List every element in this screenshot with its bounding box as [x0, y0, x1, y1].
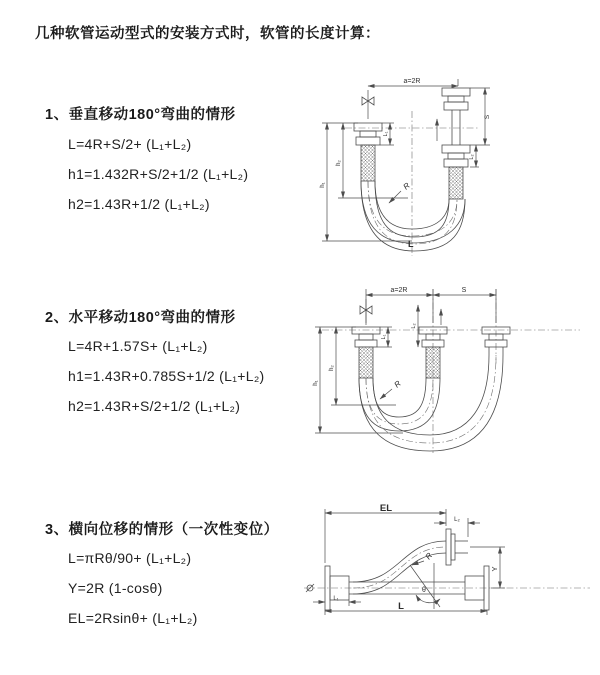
- label-length: L: [408, 239, 414, 249]
- dimension-h: [320, 123, 412, 241]
- label-l1: L₁: [333, 596, 339, 602]
- label-l1: L₁: [383, 131, 389, 137]
- section-2-heading: 2、水平移动180°弯曲的情形: [45, 310, 236, 326]
- dimension-span: [368, 78, 458, 86]
- dimension-l2: [411, 305, 418, 347]
- radius-leader: [389, 181, 412, 203]
- label-h-outer: h₁: [313, 380, 319, 386]
- right-hose-fitting-raised: [442, 88, 470, 145]
- label-radius: R: [392, 378, 403, 390]
- right-hose-fitting-lowered: [442, 145, 470, 199]
- label-stroke: S: [461, 287, 467, 294]
- dimension-l2: [469, 145, 479, 167]
- label-h-inner: h₂: [329, 365, 335, 371]
- section-3-heading: 3、横向位移的情形（一次性变位）: [45, 522, 279, 538]
- left-hose-fitting: [354, 123, 382, 181]
- upper-flange-displaced: [446, 529, 468, 565]
- diagram-vertical-180-bend: [313, 73, 590, 259]
- dimension-l2: [434, 517, 480, 537]
- section-3-formula-L: L=πRθ/90+ (L₁+L₂): [68, 550, 192, 566]
- left-hose-fitting: [352, 327, 380, 378]
- section-3-formula-Y: Y=2R (1-cosθ): [68, 580, 163, 596]
- section-2-formula-h2: h2=1.43R+S/2+1/2 (L₁+L₂): [68, 398, 241, 414]
- label-h-inner: h₂: [336, 160, 342, 166]
- dimension-span: [366, 287, 496, 323]
- diagram-horizontal-180-bend: [308, 283, 600, 460]
- section-1-formula-h1: h1=1.432R+S/2+1/2 (L₁+L₂): [68, 166, 249, 182]
- centerline-symbol: [306, 584, 314, 592]
- label-l2: L₂: [469, 154, 475, 160]
- hose-s-curve: [353, 541, 446, 594]
- diagram-lateral-displacement: [298, 503, 600, 635]
- dimension-l1: [313, 596, 361, 606]
- label-theta: θ: [422, 587, 426, 594]
- dimension-h: [313, 327, 403, 433]
- label-l2: L₂: [454, 517, 460, 523]
- label-length: L: [398, 601, 404, 612]
- dimension-stroke: [433, 287, 496, 295]
- label-stroke: S: [484, 114, 491, 120]
- section-1-formula-L: L=4R+S/2+ (L₁+L₂): [68, 136, 192, 152]
- dimension-stroke: [470, 88, 491, 145]
- section-2-formula-h1: h1=1.43R+0.785S+1/2 (L₁+L₂): [68, 368, 265, 384]
- label-el: EL: [379, 503, 393, 514]
- label-radius: R: [423, 551, 435, 562]
- label-span: a=2R: [390, 287, 408, 294]
- label-span: a=2R: [403, 78, 421, 85]
- label-y: Y: [490, 566, 499, 572]
- straight-pipe: [349, 582, 465, 594]
- label-h-outer: h₁: [320, 182, 326, 188]
- label-l2: L₂: [411, 323, 417, 329]
- section-2-formula-L: L=4R+1.57S+ (L₁+L₂): [68, 338, 208, 354]
- section-1-formula-h2: h2=1.43R+1/2 (L₁+L₂): [68, 196, 210, 212]
- label-radius: R: [401, 180, 412, 192]
- dimension-y: [470, 547, 505, 588]
- page-title: 几种软管运动型式的安装方式时，软管的长度计算：: [35, 26, 380, 42]
- angle-construction: [410, 563, 440, 609]
- section-1-heading: 1、垂直移动180°弯曲的情形: [45, 107, 236, 123]
- section-3-formula-EL: EL=2Rsinθ+ (L₁+L₂): [68, 610, 198, 626]
- label-l1: L₁: [381, 334, 387, 340]
- radius-leader: [380, 379, 403, 399]
